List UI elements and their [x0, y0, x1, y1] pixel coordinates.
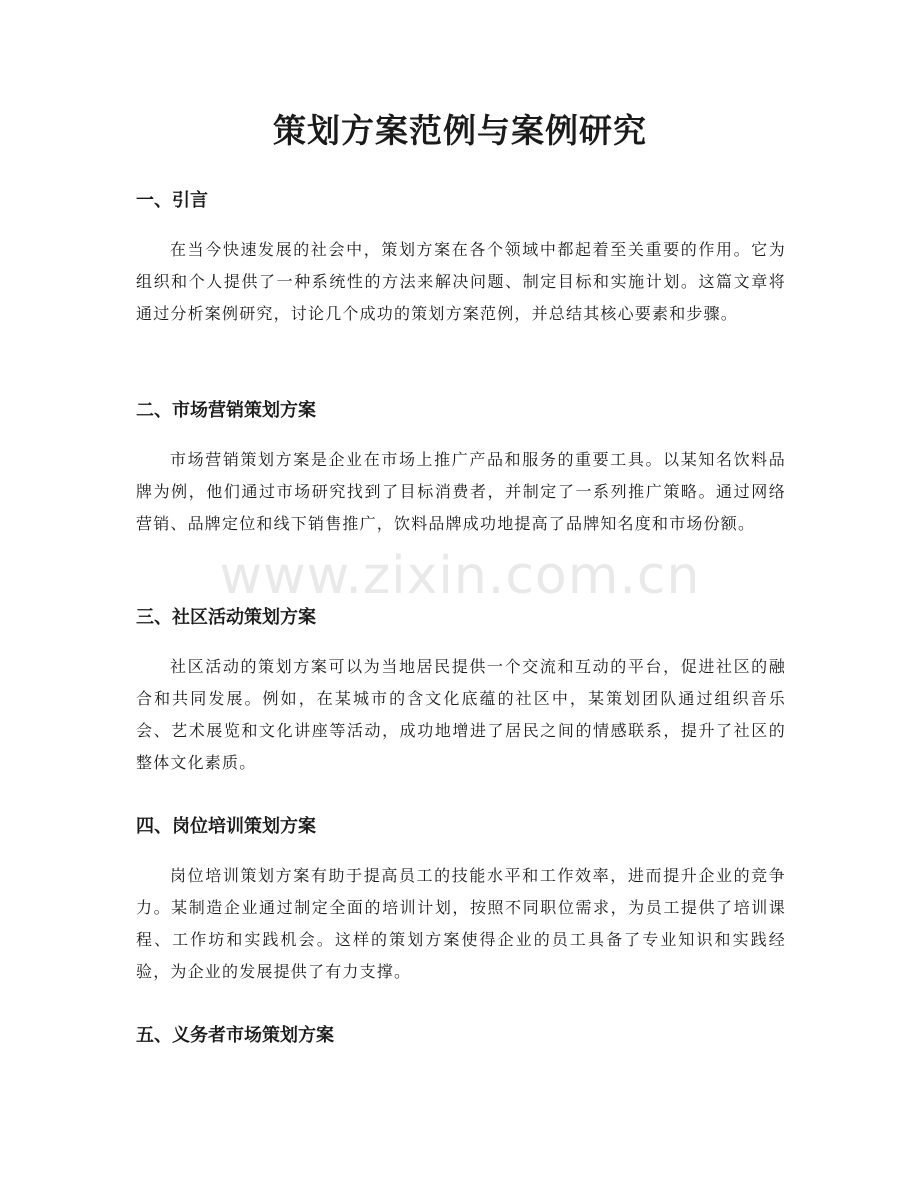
section-heading-volunteer: 五、义务者市场策划方案 — [136, 1025, 334, 1046]
watermark: www.zixin.com.cn — [219, 546, 701, 606]
section-heading-marketing: 二、市场营销策划方案 — [136, 400, 316, 421]
section-heading-community: 三、社区活动策划方案 — [136, 607, 316, 628]
section-heading-intro: 一、引言 — [136, 190, 208, 211]
section-paragraph-marketing: 市场营销策划方案是企业在市场上推广产品和服务的重要工具。以某知名饮料品牌为例，他们通过市场研究找到了目标消费者，并制定了一系列推广策略。通过网络营销、品牌定位和线下销售推广，饮料品牌成功地提高了品牌知名度和市场份额。 — [136, 450, 786, 533]
document-title: 策划方案范例与案例研究 — [273, 111, 647, 150]
section-paragraph-training: 岗位培训策划方案有助于提高员工的技能水平和工作效率，进而提升企业的竞争力。某制造企业通过制定全面的培训计划，按照不同职位需求，为员工提供了培训课程、工作坊和实践机会。这样的策划方案使得企业的员工具备了专业知识和实践经验，为企业的发展提供了有力支撑。 — [136, 866, 786, 981]
section-paragraph-community: 社区活动的策划方案可以为当地居民提供一个交流和互动的平台，促进社区的融合和共同发展。例如，在某城市的含文化底蕴的社区中，某策划团队通过组织音乐会、艺术展览和文化讲座等活动，成功地增进了居民之间的情感联系，提升了社区的整体文化素质。 — [136, 657, 786, 772]
section-heading-training: 四、岗位培训策划方案 — [136, 816, 316, 837]
section-paragraph-intro: 在当今快速发展的社会中，策划方案在各个领域中都起着至关重要的作用。它为组织和个人提供了一种系统性的方法来解决问题、制定目标和实施计划。这篇文章将通过分析案例研究，讨论几个成功的策划方案范例，并总结其核心要素和步骤。 — [136, 240, 786, 323]
